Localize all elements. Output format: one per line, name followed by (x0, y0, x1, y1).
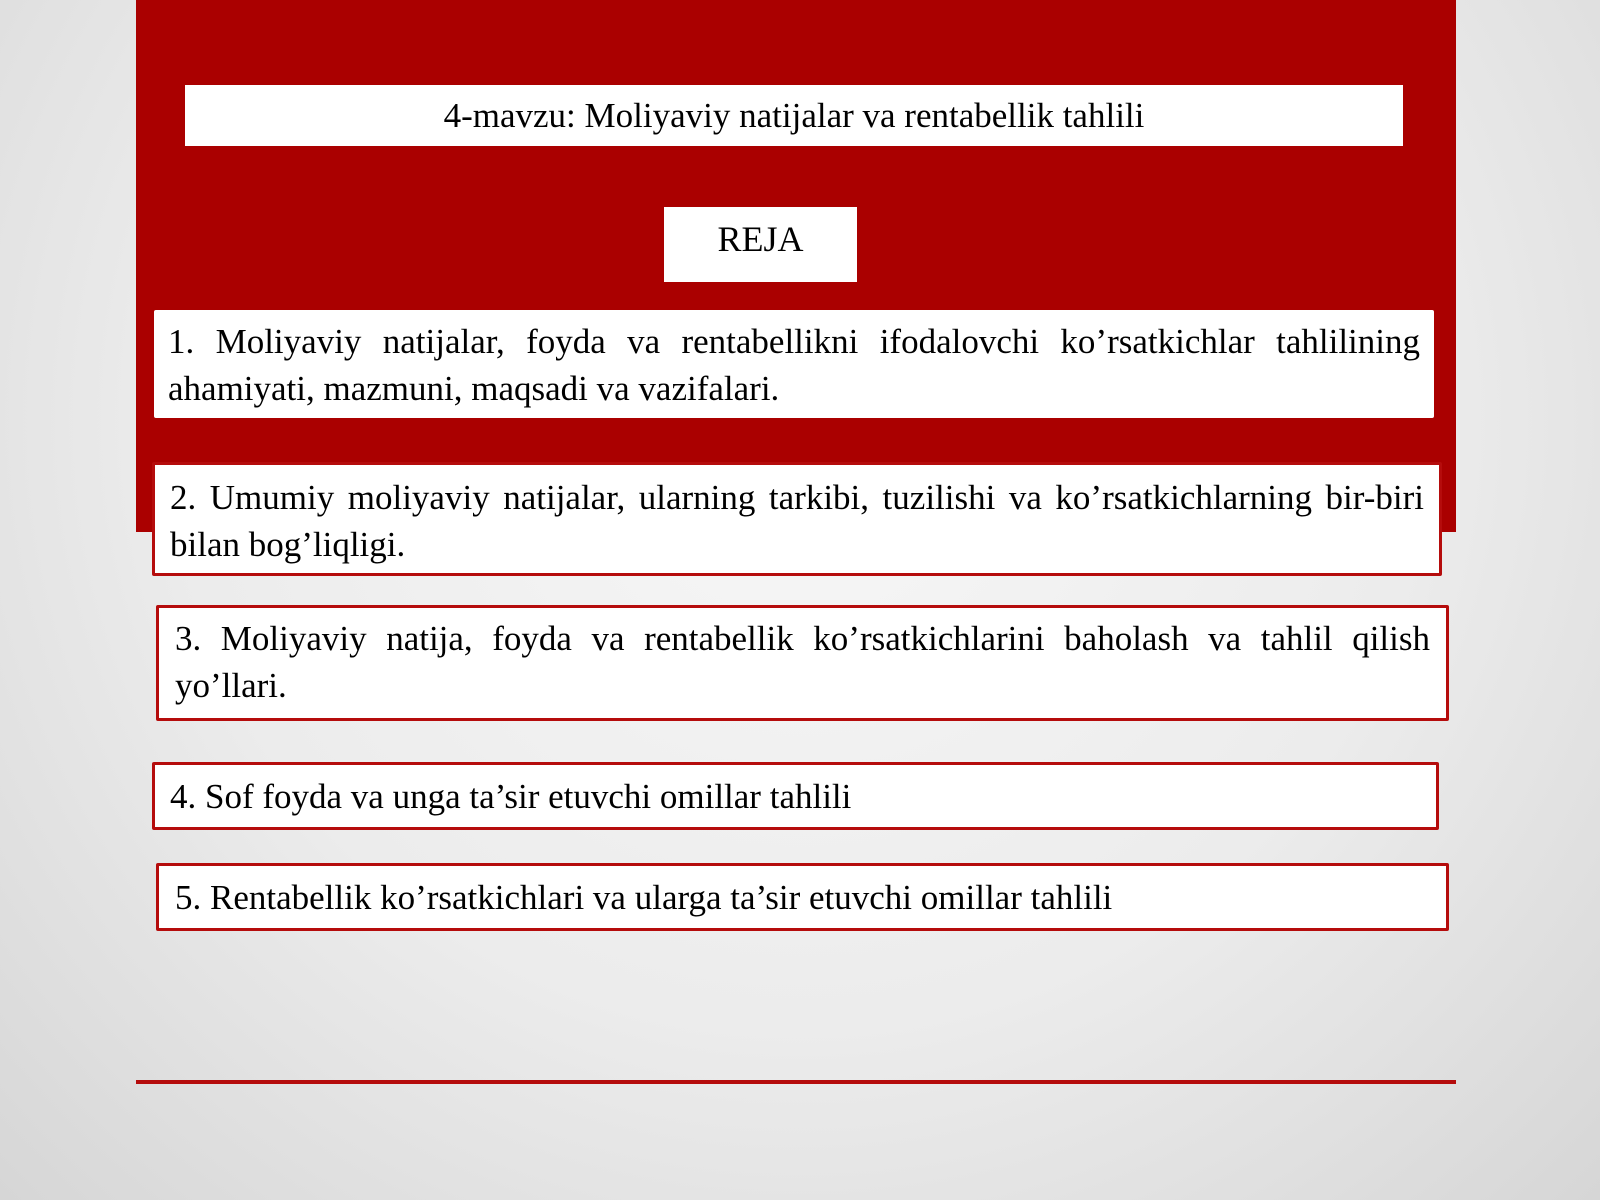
plan-heading: REJA (664, 207, 857, 282)
plan-item-4: 4. Sof foyda va unga ta’sir etuvchi omillar tahlili (152, 762, 1439, 830)
plan-item-5: 5. Rentabellik ko’rsatkichlari va ularga ta’sir etuvchi omillar tahlili (156, 863, 1449, 931)
slide-title: 4-mavzu: Moliyaviy natijalar va rentabellik tahlili (185, 85, 1403, 146)
plan-item-1: 1. Moliyaviy natijalar, foyda va rentabellikni ifodalovchi ko’rsatkichlar tahlilining ahamiyati, mazmuni, maqsadi va vazifalari. (154, 310, 1434, 418)
plan-item-2: 2. Umumiy moliyaviy natijalar, ularning tarkibi, tuzilishi va ko’rsatkichlarning bir-biri bilan bog’liqligi. (152, 462, 1442, 576)
footer-divider (136, 1080, 1456, 1084)
plan-item-3: 3. Moliyaviy natija, foyda va rentabellik ko’rsatkichlarini baholash va tahlil qilish yo’llari. (156, 605, 1449, 721)
